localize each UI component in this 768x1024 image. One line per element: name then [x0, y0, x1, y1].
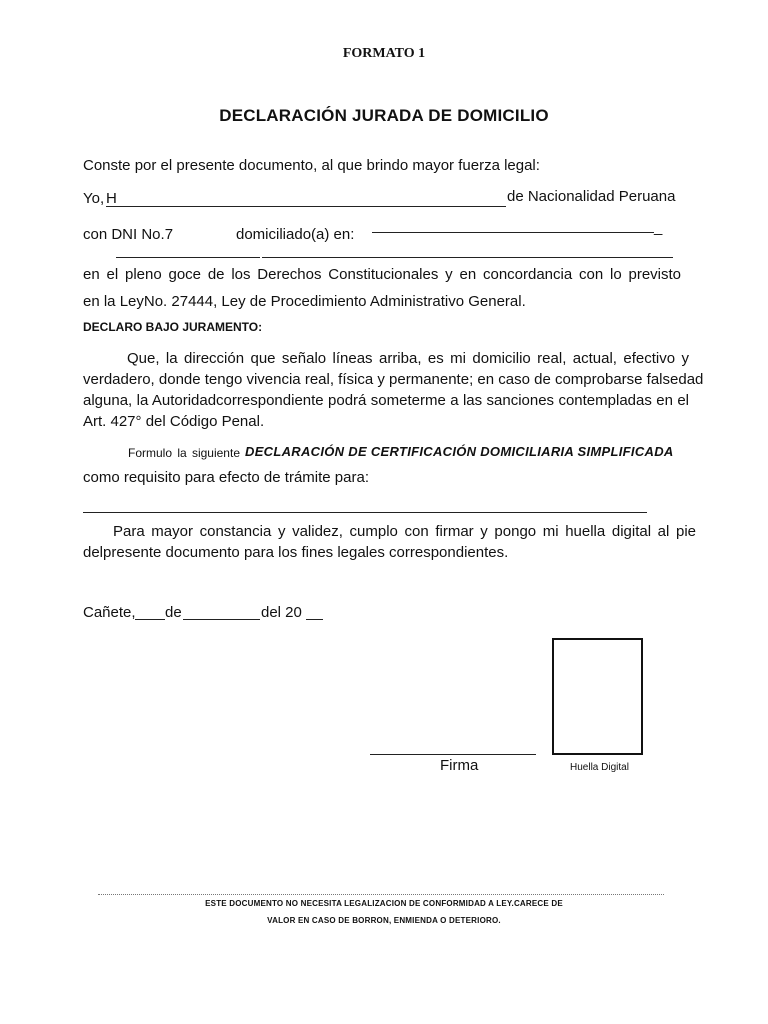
domicile-tail: _ [654, 219, 663, 236]
dni-label: con DNI No.7 [83, 226, 174, 243]
date-del: del 20 [261, 604, 302, 621]
que-line-1: Que, la dirección que señalo líneas arriba, es mi domicilio real, actual, efectivo y [127, 350, 689, 367]
date-city: Cañete, [83, 604, 136, 621]
requisito-text: como requisito para efecto de trámite para: [83, 469, 369, 486]
date-day-line [135, 619, 165, 620]
law-line-2: en la LeyNo. 27444, Ley de Procedimiento Administrativo General. [83, 293, 526, 310]
constancia-line-2: delpresente documento para los fines legales correspondientes. [83, 544, 509, 561]
domicile-field-line [372, 232, 654, 233]
address-line-left [116, 257, 260, 258]
footer-line-2: VALOR EN CASO DE BORRON, ENMIENDA O DETERIORO. [267, 916, 501, 925]
law-line-1: en el pleno goce de los Derechos Constitucionales y en concordancia con lo previsto [83, 266, 681, 283]
name-field-value: H [106, 190, 117, 207]
fingerprint-box [552, 638, 643, 755]
constancia-line-1: Para mayor constancia y validez, cumplo con firmar y pongo mi huella digital al pie [113, 523, 696, 540]
que-line-4: Art. 427° del Código Penal. [83, 413, 265, 430]
firma-label: Firma [440, 757, 479, 774]
domiciliado-label: domiciliado(a) en: [236, 226, 355, 243]
date-de: de [165, 604, 182, 621]
intro-text: Conste por el presente documento, al que brindo mayor fuerza legal: [83, 157, 540, 174]
name-field-line [106, 206, 506, 207]
date-month-line [183, 619, 260, 620]
yo-prefix: Yo, [83, 190, 105, 207]
formato-label: FORMATO 1 [342, 46, 426, 61]
date-year-line [306, 619, 323, 620]
huella-label: Huella Digital [570, 762, 629, 773]
formulo-declaration-title: DECLARACIÓN DE CERTIFICACIÓN DOMICILIARIA SIMPLIFICADA [245, 444, 674, 459]
page-title: DECLARACIÓN JURADA DE DOMICILIO [219, 106, 549, 125]
declaro-heading: DECLARO BAJO JURAMENTO: [83, 320, 263, 334]
footer-line-1: ESTE DOCUMENTO NO NECESITA LEGALIZACION DE CONFORMIDAD A LEY.CARECE DE [205, 899, 563, 908]
tramite-field-line [83, 512, 647, 513]
formulo-text: Formulo la siguiente [128, 446, 240, 460]
nationality-text: de Nacionalidad Peruana [507, 188, 676, 205]
address-line-right [262, 257, 673, 258]
que-line-3: alguna, la Autoridadcorrespondiente podrá someterme a las sanciones contempladas en el [83, 392, 689, 409]
que-line-2: verdadero, donde tengo vivencia real, física y permanente; en caso de comprobarse falsedad [83, 371, 704, 388]
footer-divider [98, 894, 664, 895]
signature-line [370, 754, 536, 755]
